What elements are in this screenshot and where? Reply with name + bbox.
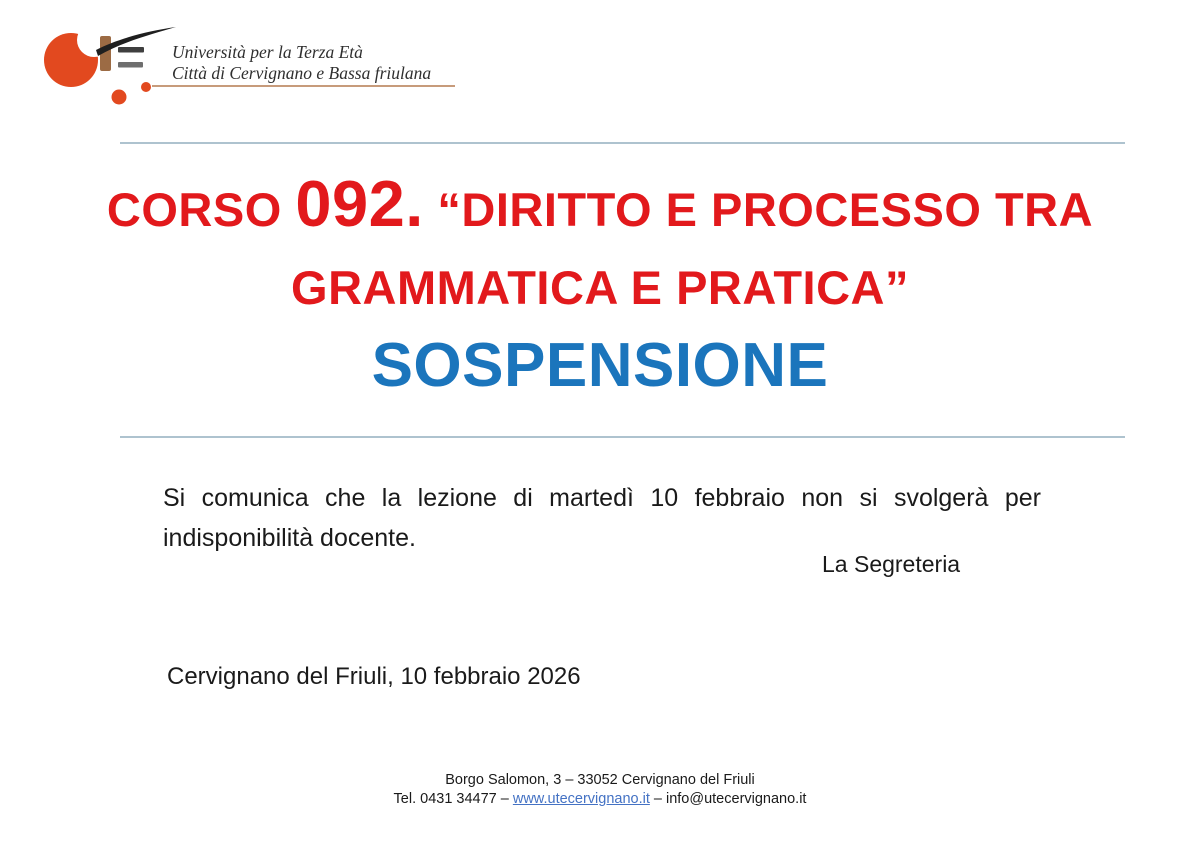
course-title-prefix: CORSO (106, 183, 296, 236)
org-caption (172, 42, 431, 84)
course-title-line2: GRAMMATICA E PRATICA” (291, 261, 909, 314)
org-name-line1: Università per la Terza Età (172, 42, 363, 62)
logo-underline (152, 85, 455, 87)
course-number: 092. (295, 167, 424, 240)
dateline: Cervignano del Friuli, 10 febbraio 2026 (167, 663, 581, 690)
course-title-line1 (0, 166, 1200, 248)
bottom-divider (120, 436, 1125, 438)
footer (0, 771, 1200, 809)
ute-logo-icon (42, 25, 177, 110)
top-divider (120, 142, 1125, 144)
footer-contacts (0, 790, 1200, 809)
footer-phone: Tel. 0431 34477 – (393, 791, 513, 807)
org-name-line2: Città di Cervignano e Bassa friulana (172, 63, 432, 83)
announcement-paragraph: Si comunica che la lezione di martedì 10 febbraio non si svolgerà per indisponibilità docente. (163, 484, 1041, 552)
signature: La Segreteria (822, 551, 961, 577)
suspension-heading: SOSPENSIONE (371, 331, 829, 400)
course-title-rest: “DIRITTO E PROCESSO TRA (423, 183, 1094, 236)
website-link[interactable]: www.utecervignano.it (512, 791, 650, 807)
footer-address: Borgo Salomon, 3 – 33052 Cervignano del Friuli (445, 772, 755, 788)
footer-email: – info@utecervignano.it (649, 791, 807, 807)
